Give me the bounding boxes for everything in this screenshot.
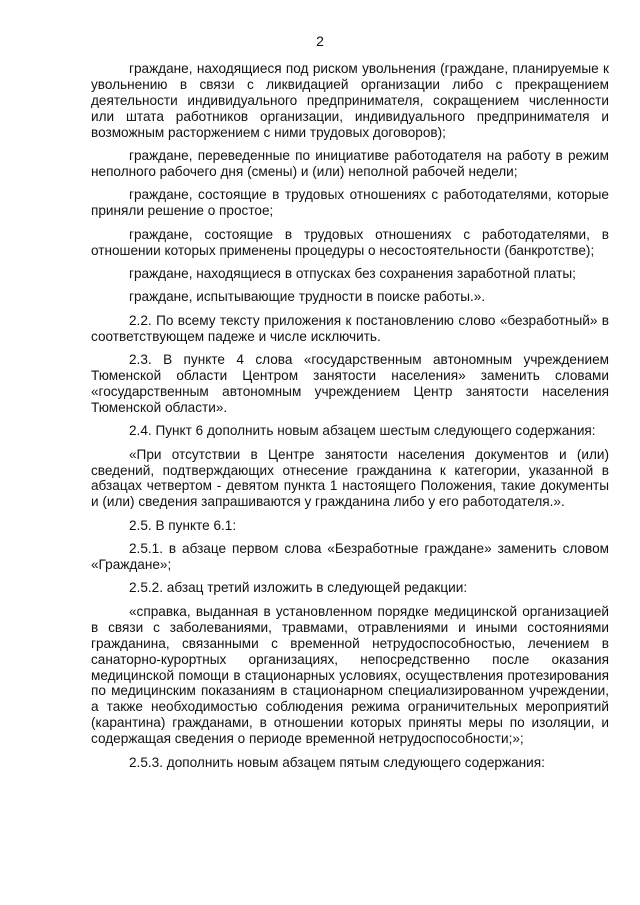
paragraph-part-time-transfer: граждане, переведенные по инициативе работодателя на работу в режим неполного рабочего дня (смены) и (или) неполной рабочей недели; <box>91 148 609 179</box>
document-body <box>91 61 609 778</box>
paragraph-2-5-1: 2.5.1. в абзаце первом слова «Безработные граждане» заменить словом «Граждане»; <box>91 541 609 573</box>
paragraph-2-4: 2.4. Пункт 6 дополнить новым абзацем шестым следующего содержания: <box>129 423 596 439</box>
paragraph-quote-certificate: «справка, выданная в установленном порядке медицинской организацией в связи с заболеваниями, травмами, отравлениями и иными состояниями гражданина, связанными с временной нетрудоспособностью, лечением в санаторно-курортных организациях, непосредственно после оказания медицинской помощи в стационарных условиях, осуществления протезирования по медицинским показаниям в стационарном специализированном учреждении, а также необходимостью соблюдения режима ограничительных мероприятий (карантина) гражданами, в отношении которых приняты меры по изоляции, и содержащая сведения о периоде временной нетрудоспособности;»; <box>91 603 609 747</box>
paragraph-2-5: 2.5. В пункте 6.1: <box>129 517 237 533</box>
paragraph-2-3: 2.3. В пункте 4 слова «государственным автономным учреждением Тюменской области Центром занятости населения» заменить словами «государственным автономным учреждением Центр занятости населения Тюменской области». <box>91 352 609 415</box>
paragraph-at-risk-of-dismissal: граждане, находящиеся под риском увольнения (граждане, планируемые к увольнению в связи с ликвидацией организации либо с прекращением деятельности индивидуального предпринимателя, сокращением численности или штата работников организации, индивидуального предпринимателя и возможным расторжением с ними трудовых договоров); <box>91 61 609 140</box>
paragraph-downtime: граждане, состоящие в трудовых отношениях с работодателями, которые приняли решение о простое; <box>91 187 609 219</box>
page-number: 2 <box>316 33 324 49</box>
paragraph-unpaid-leave: граждане, находящиеся в отпусках без сохранения заработной платы; <box>129 265 576 281</box>
paragraph-job-search-difficulty: граждане, испытывающие трудности в поиске работы.». <box>129 289 486 305</box>
paragraph-quote-documents: «При отсутствии в Центре занятости населения документов и (или) сведений, подтверждающих отнесение гражданина к категории, указанной в абзацах четвертом - девятом пункта 1 настоящего Положения, такие документы и (или) сведения запрашиваются у гражданина либо у его работодателя.». <box>91 446 609 510</box>
paragraph-2-2: 2.2. По всему тексту приложения к постановлению слово «безработный» в соответствующем падеже и числе исключить. <box>91 312 609 344</box>
paragraph-2-5-3: 2.5.3. дополнить новым абзацем пятым следующего содержания: <box>129 754 545 770</box>
paragraph-insolvency: граждане, состоящие в трудовых отношениях с работодателями, в отношении которых применены процедуры о несостоятельности (банкротстве); <box>91 226 609 258</box>
paragraph-2-5-2: 2.5.2. абзац третий изложить в следующей редакции: <box>129 580 468 596</box>
